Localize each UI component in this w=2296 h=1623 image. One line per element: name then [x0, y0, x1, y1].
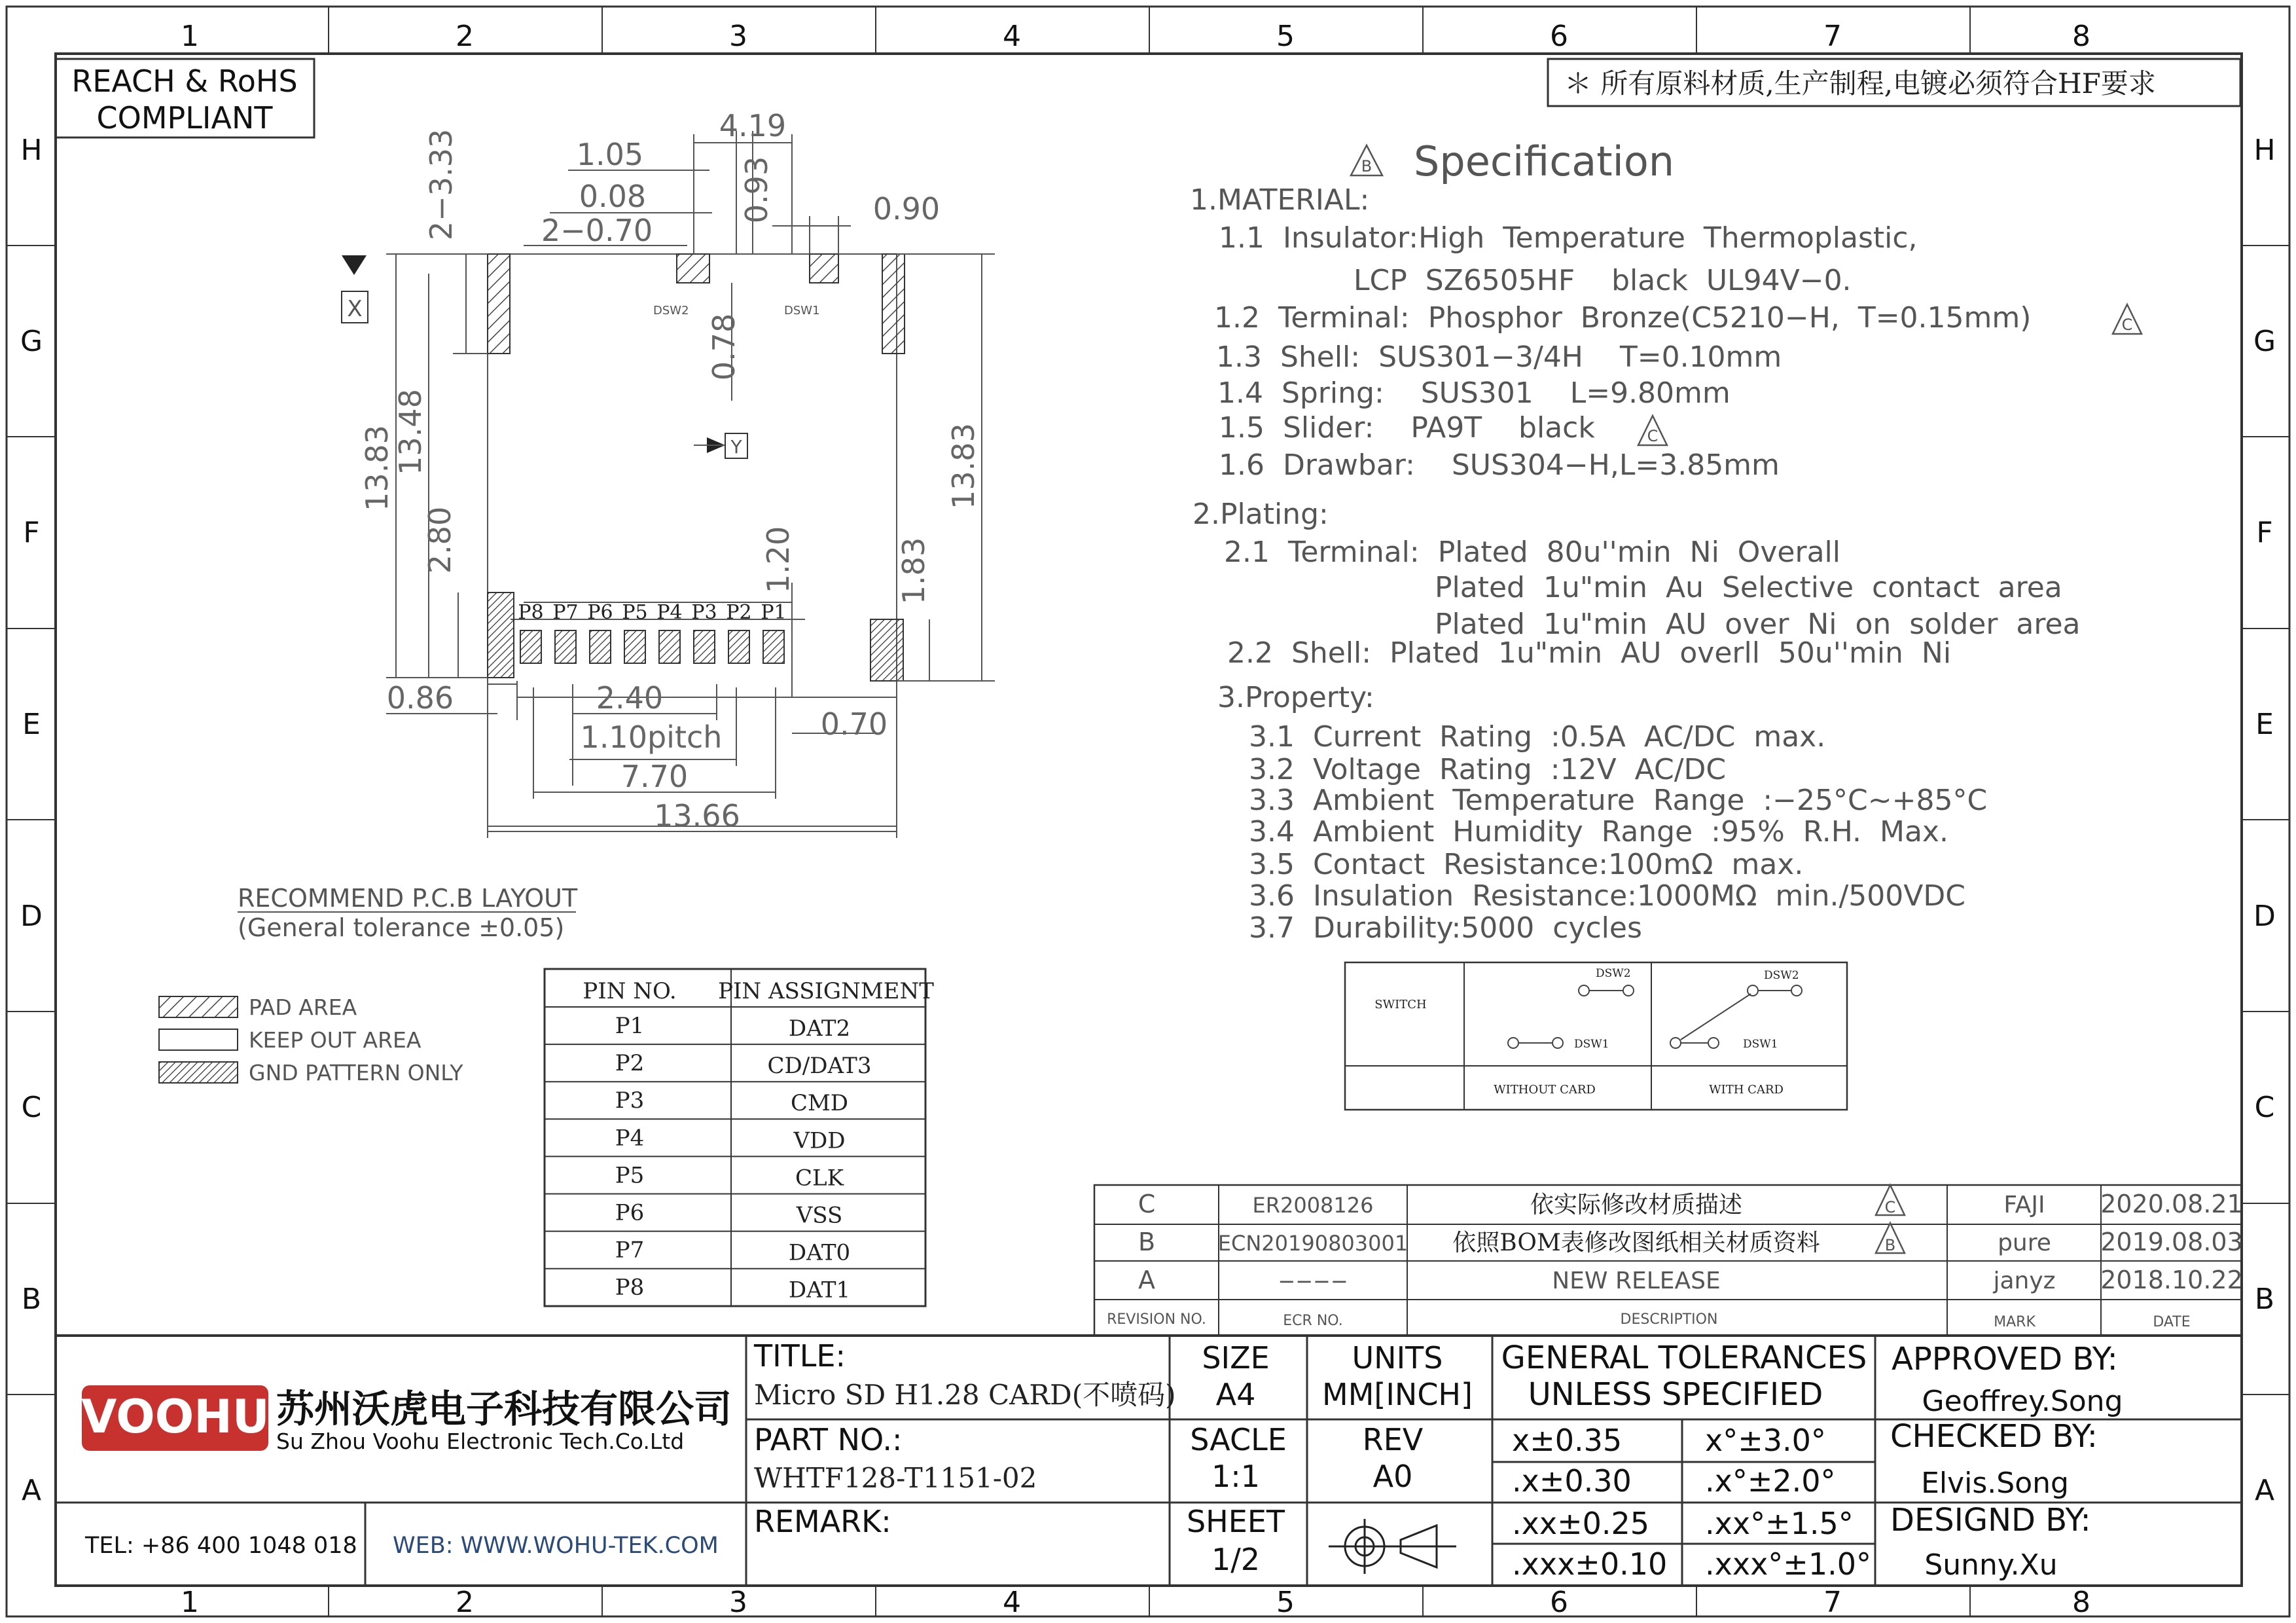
rev-row-symbol: C — [1884, 1198, 1896, 1216]
pin-table-no: P6 — [615, 1199, 645, 1226]
pin-pad-p2 — [728, 630, 749, 663]
size-value: A4 — [1215, 1377, 1256, 1412]
rev-label: REV — [1362, 1422, 1424, 1457]
col-label-bottom-4: 4 — [1003, 1586, 1021, 1619]
tolerance-value: x±0.35 — [1512, 1423, 1623, 1458]
rev-row-date: 2020.08.21 — [2100, 1190, 2243, 1218]
legend-pad-swatch — [159, 996, 238, 1017]
part-no-label: PART NO.: — [754, 1422, 903, 1457]
spec-line: 3.Property: — [1217, 681, 1374, 714]
rev-row-symbol: B — [1884, 1236, 1896, 1254]
pin-pad-p1 — [763, 630, 784, 663]
dim-1-05: 1.05 — [576, 137, 644, 172]
col-label-top-5: 5 — [1276, 20, 1295, 53]
tolerance-value: .xxx°±1.0° — [1705, 1546, 1871, 1582]
rev-header-ecr: ECR NO. — [1283, 1313, 1343, 1329]
pin-label-p8: P8 — [518, 601, 544, 624]
pin-table-assignment: VSS — [796, 1202, 843, 1229]
telephone: TEL: +86 400 1048 018 — [85, 1533, 357, 1559]
row-label-right-H: H — [2253, 134, 2276, 167]
material-note — [1548, 59, 2240, 106]
dsw1-marker: DSW1 — [784, 304, 820, 318]
with-dsw1-label: DSW1 — [1743, 1038, 1778, 1051]
rev-c-mark-slider: C — [1647, 427, 1659, 445]
remark-label: REMARK: — [754, 1504, 891, 1539]
dim-0-78: 0.78 — [706, 313, 742, 381]
compliance-box — [56, 59, 314, 137]
pin-table-assignment: DAT1 — [788, 1277, 851, 1304]
company-name-en: Su Zhou Voohu Electronic Tech.Co.Ltd — [276, 1429, 685, 1454]
pin-table-assignment: CMD — [790, 1090, 849, 1117]
pin-pad-p6 — [590, 630, 611, 663]
spec-line: 2.2 Shell: Plated 1u"min AU overll 50u''min Ni — [1227, 636, 1952, 670]
rev-row-date: 2019.08.03 — [2100, 1228, 2243, 1256]
pin-labels — [518, 601, 786, 624]
spec-line: 3.2 Voltage Rating :12V AC/DC — [1249, 753, 1727, 786]
rev-row-ecr: ER2008126 — [1252, 1193, 1374, 1218]
dsw1-pad — [810, 254, 838, 283]
without-dsw1-label: DSW1 — [1574, 1038, 1609, 1051]
rev-row-ecr: ECN20190803001 — [1217, 1231, 1408, 1256]
sheet-value: 1/2 — [1211, 1542, 1261, 1577]
legend — [159, 994, 463, 1085]
dim-2-40: 2.40 — [596, 680, 664, 716]
pin-table-no: P7 — [615, 1237, 645, 1264]
approved-by-value: Geoffrey.Song — [1922, 1385, 2123, 1418]
tolerance-value: .x°±2.0° — [1705, 1463, 1836, 1499]
row-label-left-C: C — [21, 1091, 42, 1124]
pin-pad-p4 — [659, 630, 680, 663]
pin-table-assignment: CD/DAT3 — [767, 1053, 872, 1080]
dim-1-20: 1.20 — [761, 526, 796, 594]
pin-table-no: P3 — [615, 1087, 645, 1114]
tolerance-value: .xx°±1.5° — [1705, 1506, 1854, 1541]
sheet-label: SHEET — [1186, 1504, 1285, 1539]
rev-row-rev: C — [1138, 1190, 1156, 1218]
row-label-right-E: E — [2255, 708, 2274, 741]
rev-header-desc: DESCRIPTION — [1620, 1311, 1718, 1328]
spec-line: 3.6 Insulation Resistance:1000MΩ min./500VDC — [1249, 879, 1965, 913]
rev-row-mark: FAJI — [2003, 1192, 2045, 1218]
spec-line: 1.5 Slider: PA9T black — [1219, 411, 1595, 445]
rev-row-ecr: −−−− — [1278, 1269, 1348, 1294]
dim-13-66: 13.66 — [654, 798, 740, 833]
dim-1-10-pitch: 1.10pitch — [580, 720, 723, 755]
checked-by-value: Elvis.Song — [1921, 1467, 2069, 1500]
logo-text: VOOHU — [81, 1390, 270, 1444]
title-label: TITLE: — [754, 1338, 846, 1374]
tolerance-value: .xx±0.25 — [1512, 1506, 1650, 1541]
pin-label-p3: P3 — [691, 601, 717, 624]
col-label-top-8: 8 — [2072, 20, 2090, 53]
y-datum-label: Y — [730, 436, 742, 458]
col-label-bottom-2: 2 — [456, 1586, 474, 1619]
tolerance-value: .xxx±0.10 — [1512, 1546, 1668, 1582]
dim-1-83: 1.83 — [896, 537, 931, 605]
spec-line: 1.3 Shell: SUS301−3/4H T=0.10mm — [1216, 340, 1782, 374]
row-label-left-H: H — [20, 134, 43, 167]
spec-line: 3.1 Current Rating :0.5A AC/DC max. — [1249, 720, 1826, 754]
col-label-top-2: 2 — [456, 20, 474, 53]
col-label-bottom-5: 5 — [1276, 1586, 1295, 1619]
pin-pad-p3 — [694, 630, 715, 663]
gnd-pad-right — [870, 619, 903, 681]
col-label-bottom-3: 3 — [729, 1586, 747, 1619]
pin-label-p7: P7 — [552, 601, 579, 624]
without-card-label: WITHOUT CARD — [1494, 1083, 1596, 1097]
pin-table-no: P1 — [615, 1013, 645, 1039]
row-label-right-C: C — [2254, 1091, 2275, 1124]
dim-0-90: 0.90 — [872, 191, 941, 227]
spec-line: 1.6 Drawbar: SUS304−H,L=3.85mm — [1219, 448, 1780, 482]
scale-value: 1:1 — [1211, 1459, 1261, 1494]
rev-row-desc: 依照BOM表修改图纸相关材质资料 — [1452, 1230, 1820, 1256]
specification — [1190, 137, 2142, 945]
designed-by-label: DESIGND BY: — [1890, 1502, 2091, 1539]
size-label: SIZE — [1202, 1340, 1270, 1376]
switch-label: SWITCH — [1374, 998, 1427, 1012]
spec-line: 3.7 Durability:5000 cycles — [1249, 911, 1642, 945]
material-note-text: ＊ 所有原料材质,生产制程,电镀必须符合HF要求 — [1564, 67, 2156, 100]
pin-table-no: P2 — [615, 1050, 645, 1077]
pin-table-header-assignment: PIN ASSIGNMENT — [718, 978, 934, 1004]
rev-row-mark: janyz — [1993, 1267, 2056, 1294]
pcb-caption — [238, 884, 578, 942]
row-label-right-F: F — [2256, 516, 2273, 549]
col-label-bottom-7: 7 — [1823, 1586, 1842, 1619]
spec-line: 2.1 Terminal: Plated 80u''min Ni Overall — [1224, 536, 1841, 569]
with-card-label: WITH CARD — [1709, 1083, 1784, 1097]
legend-keepout-label: KEEP OUT AREA — [249, 1027, 422, 1053]
projection-symbol-icon — [1329, 1519, 1456, 1574]
gnd-pad-left — [488, 593, 514, 678]
rev-b-mark: B — [1361, 157, 1372, 175]
pin-table-assignment: VDD — [793, 1127, 846, 1154]
rev-c-mark-terminal: C — [2121, 316, 2133, 334]
col-label-bottom-1: 1 — [181, 1586, 199, 1619]
dim-0-70: 0.70 — [820, 706, 888, 742]
spec-line: 3.4 Ambient Humidity Range :95% R.H. Max. — [1249, 815, 1948, 848]
pin-table-no: P8 — [615, 1274, 645, 1301]
legend-pad-label: PAD AREA — [249, 994, 357, 1020]
dim-0-08: 0.08 — [579, 179, 647, 214]
pin-table-header-no: PIN NO. — [583, 978, 677, 1004]
pin-pad-p5 — [624, 630, 645, 663]
row-label-left-E: E — [22, 708, 41, 741]
pin-assignment-table — [545, 969, 934, 1306]
scale-label: SACLE — [1190, 1422, 1287, 1457]
dim-13-48: 13.48 — [393, 389, 428, 475]
pin-table-no: P5 — [615, 1162, 645, 1189]
row-label-left-B: B — [21, 1283, 42, 1316]
spec-line: Plated 1u"min AU over Ni on solder area — [1435, 608, 2081, 641]
tolerance-value: x°±3.0° — [1705, 1423, 1826, 1458]
dim-2x0-70: 2−0.70 — [541, 213, 653, 248]
pin-label-p1: P1 — [761, 601, 787, 624]
rev-header-date: DATE — [2153, 1314, 2191, 1330]
col-label-bottom-8: 8 — [2072, 1586, 2090, 1619]
rev-value: A0 — [1372, 1459, 1413, 1494]
dim-2x3-33: 2−3.33 — [423, 128, 459, 241]
col-label-top-4: 4 — [1003, 20, 1021, 53]
dsw2-marker: DSW2 — [653, 304, 689, 318]
x-datum-triangle — [342, 255, 367, 275]
row-label-left-F: F — [23, 516, 40, 549]
website: WEB: WWW.WOHU-TEK.COM — [393, 1533, 719, 1559]
pin-table-no: P4 — [615, 1125, 645, 1152]
with-dsw2-label: DSW2 — [1764, 969, 1799, 982]
title-value: Micro SD H1.28 CARD(不喷码) — [754, 1379, 1176, 1411]
dim-13-83-left: 13.83 — [359, 425, 395, 511]
pcb-layout-title: RECOMMEND P.C.B LAYOUT — [238, 884, 578, 913]
spec-line: LCP SZ6505HF black UL94V−0. — [1354, 264, 1852, 297]
pin-table-assignment: DAT0 — [788, 1239, 851, 1266]
rev-row-desc: 依实际修改材质描述 — [1530, 1192, 1743, 1218]
rev-row-rev: A — [1138, 1266, 1155, 1294]
dim-0-86: 0.86 — [386, 680, 454, 716]
units-value: MM[INCH] — [1322, 1377, 1473, 1412]
spec-title: Specification — [1414, 137, 1675, 185]
company-name-cn: 苏州沃虎电子科技有限公司 — [276, 1387, 732, 1431]
spec-line: 1.MATERIAL: — [1190, 183, 1370, 217]
compliance-line-2: COMPLIANT — [96, 100, 273, 136]
spec-line: 3.5 Contact Resistance:100mΩ max. — [1249, 848, 1804, 881]
row-label-right-B: B — [2254, 1283, 2275, 1316]
pin-pads — [520, 630, 784, 663]
pcb-layout-drawing — [342, 108, 995, 838]
compliance-line-1: REACH & RoHS — [71, 64, 298, 99]
dim-7-70: 7.70 — [620, 759, 689, 794]
spec-line: 2.Plating: — [1193, 498, 1329, 531]
row-label-left-D: D — [20, 900, 43, 933]
pin-label-p2: P2 — [726, 601, 752, 624]
spec-line: 1.4 Spring: SUS301 L=9.80mm — [1217, 376, 1731, 410]
without-dsw2-label: DSW2 — [1596, 967, 1631, 980]
rev-row-desc: NEW RELEASE — [1552, 1267, 1721, 1294]
dim-4-19: 4.19 — [719, 108, 787, 143]
pin-table-assignment: DAT2 — [788, 1015, 851, 1042]
pin-pad-p7 — [555, 630, 576, 663]
rev-row-date: 2018.10.22 — [2100, 1266, 2243, 1294]
pad-top-right — [882, 254, 905, 354]
row-label-right-A: A — [2254, 1474, 2275, 1507]
col-label-top-7: 7 — [1823, 20, 1842, 53]
row-label-left-A: A — [21, 1474, 42, 1507]
spec-line: 3.3 Ambient Temperature Range :−25°C∼+85°C — [1249, 784, 1988, 817]
col-label-top-6: 6 — [1550, 20, 1568, 53]
rev-header-rev: REVISION NO. — [1107, 1311, 1206, 1328]
tolerance-value: .x±0.30 — [1512, 1463, 1632, 1499]
row-label-right-G: G — [2253, 325, 2276, 358]
x-datum-label: X — [347, 296, 363, 322]
legend-gnd-swatch — [159, 1062, 238, 1083]
dim-0-93: 0.93 — [739, 156, 774, 224]
rev-row-mark: pure — [1998, 1230, 2051, 1256]
pin-label-p6: P6 — [587, 601, 613, 624]
rev-row-rev: B — [1138, 1228, 1156, 1256]
dsw2-pad — [677, 254, 709, 283]
pin-pad-p8 — [520, 630, 541, 663]
dim-2-80: 2.80 — [422, 506, 457, 574]
rev-header-mark: MARK — [1994, 1314, 2036, 1330]
spec-line: 1.2 Terminal: Phosphor Bronze(C5210−H, T=0.15mm) — [1214, 301, 2032, 335]
spec-line: 1.1 Insulator:High Temperature Thermoplastic, — [1219, 221, 1918, 255]
row-label-left-G: G — [20, 325, 43, 358]
pin-label-p5: P5 — [622, 601, 648, 624]
spec-line: Plated 1u"min Au Selective contact area — [1435, 571, 2062, 604]
dim-13-83-right: 13.83 — [946, 423, 981, 509]
units-label: UNITS — [1352, 1340, 1443, 1376]
col-label-top-1: 1 — [181, 20, 199, 53]
general-tolerances-line-2: UNLESS SPECIFIED — [1528, 1376, 1823, 1413]
legend-gnd-label: GND PATTERN ONLY — [249, 1060, 463, 1085]
designed-by-value: Sunny.Xu — [1924, 1548, 2058, 1582]
part-no-value: WHTF128-T1151-02 — [754, 1462, 1037, 1494]
pin-label-p4: P4 — [656, 601, 683, 624]
pcb-layout-tolerance: (General tolerance ±0.05) — [238, 913, 565, 942]
general-tolerances-line-1: GENERAL TOLERANCES — [1501, 1340, 1867, 1376]
col-label-top-3: 3 — [729, 20, 747, 53]
title-block — [56, 1336, 2242, 1586]
approved-by-label: APPROVED BY: — [1892, 1341, 2118, 1377]
col-label-bottom-6: 6 — [1550, 1586, 1568, 1619]
row-label-right-D: D — [2253, 900, 2276, 933]
pin-table-assignment: CLK — [795, 1165, 844, 1192]
legend-keepout-swatch — [159, 1029, 238, 1050]
pad-top-left — [488, 254, 510, 354]
revision-table — [1094, 1185, 2243, 1336]
checked-by-label: CHECKED BY: — [1890, 1418, 2098, 1455]
switch-table — [1345, 962, 1847, 1110]
